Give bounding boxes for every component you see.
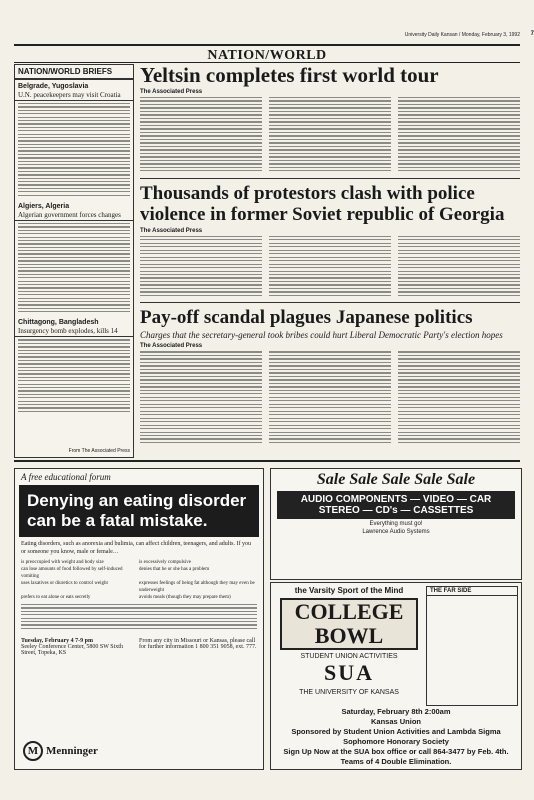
bowl-university: THE UNIVERSITY OF KANSAS xyxy=(299,689,399,696)
brief-body xyxy=(15,221,133,317)
ad-headline: Denying an eating disorder can be a fatal mistake. xyxy=(19,485,259,537)
bowl-title-block xyxy=(274,586,424,704)
section-title: NATION/WORLD xyxy=(207,48,327,63)
section-banner xyxy=(14,44,520,63)
briefs-heading: NATION/WORLD BRIEFS xyxy=(15,65,133,80)
story-headline: Yeltsin completes first world tour xyxy=(140,63,439,87)
bowl-event-info xyxy=(271,707,521,767)
list-item: is preoccupied with weight and body size xyxy=(21,560,104,565)
bowl-venue: Kansas Union xyxy=(370,717,421,726)
list-item: uses laxatives or diuretics to control weight xyxy=(21,581,108,586)
m-icon: M xyxy=(23,741,43,761)
bowl-teams: Teams of 4 Double Elimination. xyxy=(340,757,452,766)
story-byline: The Associated Press xyxy=(140,343,203,350)
ad-when: Tuesday, February 4 7-9 pm xyxy=(21,638,93,645)
briefs-column xyxy=(14,64,134,458)
bowl-date: Saturday, February 8th 2:00am xyxy=(341,707,451,716)
story-body xyxy=(140,97,520,174)
menninger-logo: M Menninger xyxy=(23,741,98,761)
list-item: is excessively compulsive xyxy=(139,560,191,565)
brief-place: Chittagong, Bangladesh xyxy=(18,319,99,327)
store-name: Lawrence Audio Systems xyxy=(362,529,430,535)
sale-banner: Sale Sale Sale Sale Sale xyxy=(316,471,476,488)
brief-deck: U.N. peacekeepers may visit Croatia xyxy=(15,90,133,101)
ad-intro: Eating disorders, such as anorexia and bulimia, can affect children, teenagers, and adults. If you or someone you know, male or female… xyxy=(21,541,251,555)
ad-event-info xyxy=(15,634,263,660)
page-number: 7 xyxy=(530,31,534,37)
store-products: AUDIO COMPONENTS — VIDEO — CAR STEREO — CD's — CASSETTES xyxy=(277,491,515,519)
far-side-cartoon xyxy=(426,586,518,706)
story-byline: The Associated Press xyxy=(140,227,203,234)
list-item: prefers to eat alone or eats secretly xyxy=(21,595,91,600)
college-bowl-ad xyxy=(270,582,522,770)
story-body xyxy=(140,236,520,299)
list-item: avoids meals (though they may prepare them) xyxy=(139,595,231,600)
brief-body xyxy=(15,101,133,200)
brief-deck: Insurgency bomb explodes, kills 14 xyxy=(15,326,133,337)
ad-service-line: A free educational forum xyxy=(21,472,111,482)
list-item: expresses feelings of being fat although they may even be underweight xyxy=(139,581,255,593)
far-side-title: THE FAR SIDE xyxy=(427,587,517,596)
main-stories xyxy=(140,64,520,445)
audio-sale-ad xyxy=(270,468,522,580)
list-item: can lose amounts of food followed by self-induced vomiting xyxy=(21,567,123,579)
menninger-ad xyxy=(14,468,264,770)
sua-logo: SUA xyxy=(323,660,374,685)
list-item: denies that he or she has a problem xyxy=(139,567,210,572)
ad-from-city: From any city in Missouri or Kansas, please call for further information 1 800 351 9058, ext. 777. xyxy=(139,638,257,651)
ad-bullet-list xyxy=(15,559,263,601)
story-headline: Pay-off scandal plagues Japanese politics xyxy=(140,307,473,329)
bowl-title: COLLEGE BOWL xyxy=(280,598,418,650)
story-headline: Thousands of protestors clash with police violence in former Soviet republic of Georgia xyxy=(140,182,505,225)
story-byline: The Associated Press xyxy=(140,89,203,95)
bowl-presenter: the Varsity Sport of the Mind xyxy=(294,586,404,595)
bowl-sponsor: STUDENT UNION ACTIVITIES xyxy=(300,653,398,660)
brief-place: Algiers, Algeria xyxy=(18,202,70,210)
sale-subline: Everything must go! xyxy=(369,521,423,527)
brief-body xyxy=(15,337,133,416)
brief-deck: Algerian government forces changes xyxy=(15,210,133,221)
bowl-sponsored: Sponsored by Student Union Activities and Lambda Sigma Sophomore Honorary Society xyxy=(291,727,501,746)
story-body xyxy=(140,351,520,445)
brief-place: Belgrade, Yugoslavia xyxy=(18,83,89,90)
bowl-signup: Sign Up Now at the SUA box office or call 864-3477 by Feb. 4th. xyxy=(283,747,509,756)
date-line: University Daily Kansan / Monday, February 3, 1992 xyxy=(404,32,520,38)
ad-where: Seeley Conference Center, 5800 SW Sixth Street, Topeka, KS xyxy=(21,644,123,657)
story-deck: Charges that the secretary-general took bribes could hurt Liberal Democratic Party's election hopes xyxy=(140,330,503,341)
briefs-credit: From The Associated Press xyxy=(68,448,130,454)
